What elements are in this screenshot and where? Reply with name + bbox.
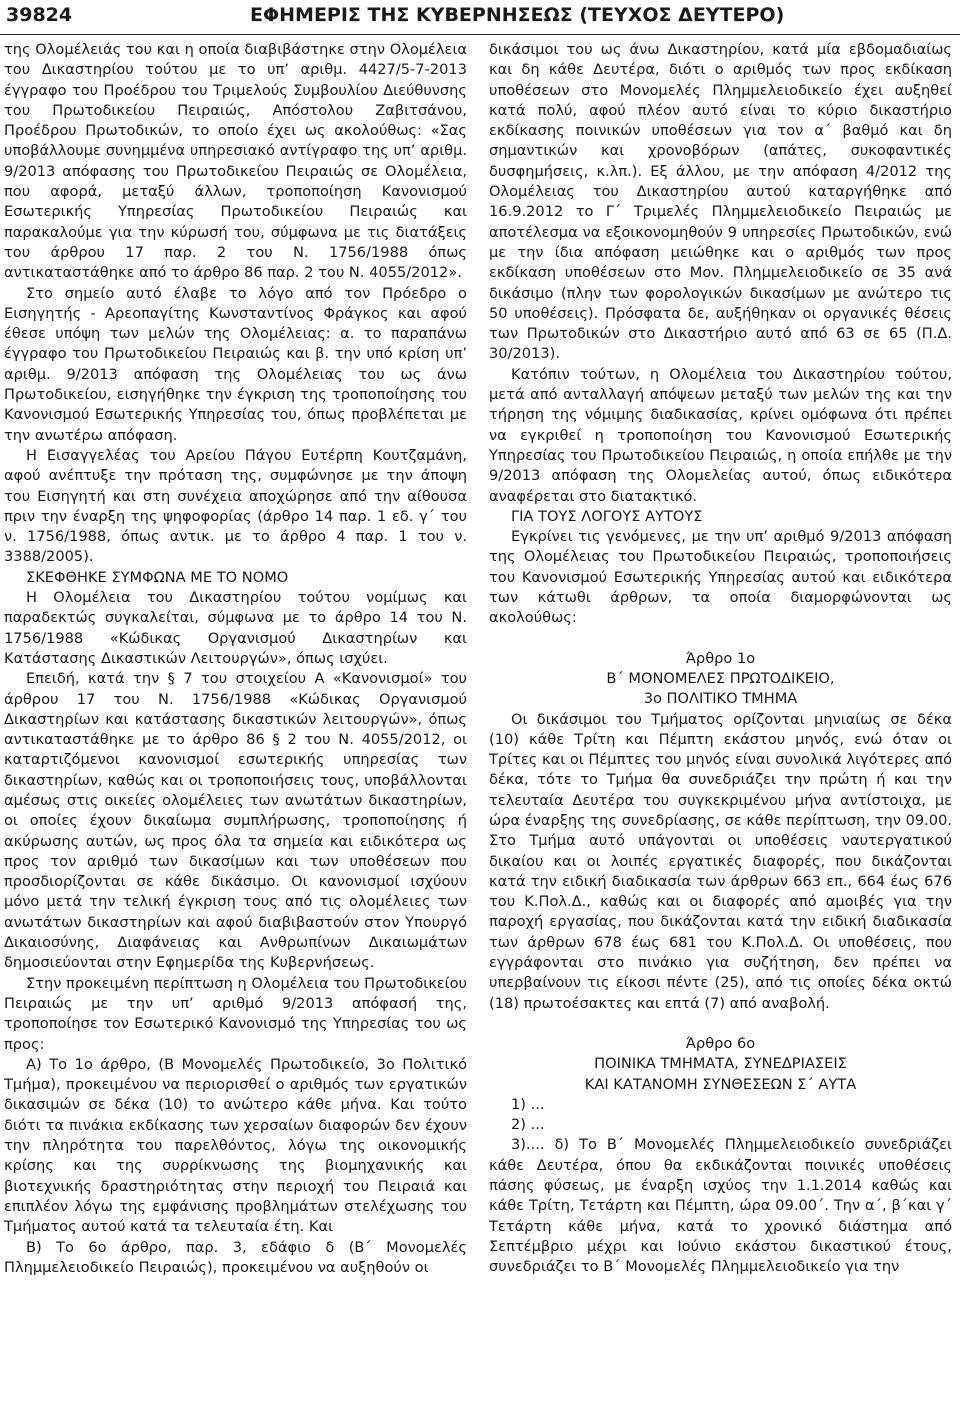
paragraph: της Ολομέλειάς του και η οποία διαβιβάστηκε στην Ολομέλεια του Δικαστηρίου τούτου με το υπ’ αριθμ. 4427/5-7-2013 έγγραφο του Προέδρου του Τριμελούς Συμβουλίου Διεύθυνσης του Πρωτοδικείου Πειραιώς, Απόστολου Ζαβιτσάνου, Προέδρου Πρωτοδικών, το οποίο έχει ως ακολούθως: «Σας υποβάλλουμε συνημμένα υπηρεσιακό αντίγραφο της υπ’ αριθμ. 9/2013 απόφασης του Πρωτοδικείου Πειραιώς σε Ολομέλεια, που αφορά, μεταξύ άλλων, τροποποίηση Κανονισμού Εσωτερικής Υπηρεσίας Πρωτοδικείου Πειραιώς και παρακαλούμε για την κύρωσή του, σύμφωνα με τις διατάξεις του άρθρου 17 παρ. 2 του Ν. 1756/1988 όπως αντικαταστάθηκε από το άρθρο 86 παρ. 2 του Ν. 4055/2012». xyxy=(4,41,467,282)
list-item: 1) ... xyxy=(511,1095,545,1113)
paragraph: Α) Το 1ο άρθρο, (Β Μονομελές Πρωτοδικείο, 3ο Πολιτικό Τμήμα), προκειμένου να περιορισθεί ο αριθμός των εργατικών δικασιμών σε δέκα (10) το ανώτερο κάθε μήνα. Και τούτο διότι τα πινάκια εκδίκασης των χερσαίων διαφορών δεν έχουν την πληρότητα του παρελθόντος, λόγω της οικονομικής κρίσης και της συρρίκνωσης της βιομηχανικής και βιοτεχνικής δραστηριότητας στην περιοχή του Πειραιά και επιπλέον λόγω της εμφάνισης προβλημάτων στελέχωσης του Τμήματος αυτού κατά τα τελευταία έτη. Και xyxy=(4,1055,467,1236)
paragraph: Εγκρίνει τις γενόμενες, με την υπ’ αριθμό 9/2013 απόφαση της Ολομέλειας του Πρωτοδικείου Πειραιώς, τροποποιήσεις του Κανονισμού Εσωτερικής Υπηρεσίας αυτού και ειδικότερα των κάτωθι άρθρων, τα οποία διαμορφώνονται ως ακολούθως: xyxy=(489,528,952,627)
article-subtitle: 3ο ΠΟΛΙΤΙΚΟ ΤΜΗΜΑ xyxy=(643,690,798,708)
list-item: 2) ... xyxy=(511,1116,545,1134)
article-title: Άρθρο 1ο xyxy=(685,649,756,667)
right-column xyxy=(489,40,952,1420)
gazette-title: ΕΦΗΜΕΡΙΣ ΤΗΣ ΚΥΒΕΡΝΗΣΕΩΣ (ΤΕΥΧΟΣ ΔΕΥΤΕΡΟ) xyxy=(250,4,785,26)
paragraph: δικάσιμοι του ως άνω Δικαστηρίου, κατά μία εβδομαδιαίως και δη κάθε Δευτέρα, διότι ο αριθμός των προς εκδίκαση υποθέσεων στο Μονομελές Πλημμελειοδικείο έχει αυξηθεί κατά πολύ, αφού πλέον αυτό είναι το κύριο δικαστήριο εκδίκασης ποινικών υποθέσεων για τον α΄ βαθμό και δη σημαντικών και χρονοβόρων (απάτες, συκοφαντικές δυσφημήσεις, κ.λπ.). Εξ άλλου, με την απόφαση 4/2012 της Ολομέλειας του Δικαστηρίου αυτού καταργήθηκε από 16.9.2012 το Γ΄ Τριμελές Πλημμελειοδικείο Πειραιώς με αποτέλεσμα να εξοικονομηθούν 9 υπηρεσίες Πρωτοδικών, ενώ με την ίδια απόφαση μειώθηκε και ο αριθμός των προς εκδίκαση υποθέσεων στο Μον. Πλημμελειοδικείο σε 35 ανά δικάσιμο (πλην των φορολογικών δικασίμων με ανώτερο τις 50 υποθέσεις). Πρόσφατα δε, αυξήθηκαν οι οργανικές θέσεις των Πρωτοδικών στο Δικαστήριο αυτό από 63 σε 65 (Π.Δ. 30/2013). xyxy=(489,41,952,363)
section-heading: ΓΙΑ ΤΟΥΣ ΛΟΓΟΥΣ ΑΥΤΟΥΣ xyxy=(511,507,703,525)
article-subtitle: Β΄ ΜΟΝΟΜΕΛΕΣ ΠΡΩΤΟΔΙΚΕΙΟ, xyxy=(606,669,835,687)
paragraph: Στην προκειμένη περίπτωση η Ολομέλεια του Πρωτοδικείου Πειραιώς με την υπ’ αριθμό 9/2013 απόφασή της, τροποποίησε τον Εσωτερικό Κανονισμό της Υπηρεσίας του ως προς: xyxy=(4,974,467,1053)
paragraph: Επειδή, κατά την § 7 του στοιχείου Α «Κανονισμοί» του άρθρου 17 του Ν. 1756/1988 «Κώδικας Οργανισμού Δικαστηρίων και κατάστασης δικαστικών λειτουργών», όπως αντικαταστάθηκε με το άρθρο 86 § 2 του Ν. 4055/2012, οι καταρτιζόμενοι κανονισμοί εσωτερικής υπηρεσίας των δικαστηρίων, καθώς και οι τροποποιήσεις τους, υποβάλλονται αμέσως στις οικείες ολομέλειες των ανωτάτων δικαστηρίων, οι οποίες έχουν δικαίωμα συμπλήρωσης, τροποποίησης ή ακύρωσης αυτών, ως προς όλα τα σημεία και ειδικότερα ως προς τον αριθμό των δικασίμων και των υποθέσεων που προσδιορίζονται σε κάθε δικάσιμο. Οι κανονισμοί ισχύουν μόνο μετά την τελική έγκριση τους από τις ολομέλειες των ανωτάτων δικαστηρίων και αφού διαβιβαστούν στον Υπουργό Δικαιοσύνης, Διαφάνειας και Ανθρωπίνων Δικαιωμάτων δημοσιεύονται στην Εφημερίδα της Κυβερνήσεως. xyxy=(4,670,467,972)
paragraph: Η Εισαγγελέας του Αρείου Πάγου Ευτέρπη Κουτζαμάνη, αφού ανέπτυξε την πρόταση της, συμφώνησε με την άποψη του Εισηγητή και στη συνέχεια αποχώρησε από την αίθουσα πριν την έναρξη της ψηφοφορίας (άρθρο 14 παρ. 1 εδ. γ΄ του ν. 1756/1988, όπως αντικ. με το άρθρο 4 παρ. 1 του ν. 3388/2005). xyxy=(4,446,467,566)
paragraph: 3).... δ) Το Β΄ Μονομελές Πλημμελειοδικείο συνεδριάζει κάθε Δευτέρα, όπου θα εκδικάζονται ποινικές υποθέσεις πάσης φύσεως, με έναρξη ισχύος την 1.1.2014 καθώς και κάθε Τρίτη, Τετάρτη και Πέμπτη, ώρα 09.00΄. Την α΄, β΄και γ΄ Τετάρτη κάθε μήνα, κατά το χρονικό διάστημα από Σεπτέμβριο μέχρι και Ιούνιο εκάστου δικαστικού έτους, συνεδριάζει το Β΄ Μονομελές Πλημμελειοδικείο για την xyxy=(489,1136,952,1276)
article-subtitle: ΚΑΙ ΚΑΤΑΝΟΜΗ ΣΥΝΘΕΣΕΩΝ Σ΄ ΑΥΤΑ xyxy=(584,1075,857,1093)
paragraph: Οι δικάσιμοι του Τμήματος ορίζονται μηνιαίως σε δέκα (10) κάθε Τρίτη και Πέμπτη εκάστου μηνός, ενώ όταν οι Τρίτες και οι Πέμπτες του μηνός είναι συνολικά λιγότερες από δέκα, τότε το Τμήμα θα συνεδριάζει την πρώτη ή και την τελευταία Δευτέρα του συγκεκριμένου μήνα αντίστοιχα, με ώρα έναρξης της συνεδρίασης, σε κάθε περίπτωση, την 09.00. Στο Τμήμα αυτό υπάγονται οι υποθέσεις ναυτεργατικού δικαίου και οι λοιπές εργατικές διαφορές, που δικάζονται κατά την ειδική διαδικασία των άρθρων 663 επ., 664 έως 676 του Κ.Πολ.Δ., καθώς και οι διαφορές από αμοιβές για την παροχή εργασίας, που δικάζονται κατά την ειδική διαδικασία των άρθρων 678 έως 681 του Κ.Πολ.Δ. Οι υποθέσεις, που εγγράφονται στο πινάκιο για συζήτηση, δεν πρέπει να υπερβαίνουν τις είκοσι πέντε (25), από τις οποίες δέκα οκτώ (18) πρωτοέσακτες και επτά (7) από αναβολή. xyxy=(489,710,952,1012)
article-subtitle: ΠΟΙΝΙΚΑ ΤΜΗΜΑΤΑ, ΣΥΝΕΔΡΙΑΣΕΙΣ xyxy=(594,1055,847,1073)
paragraph: Β) Το 6ο άρθρο, παρ. 3, εδάφιο δ (Β΄ Μονομελές Πλημμελειοδικείο Πειραιώς), προκειμένου να αυξηθούν οι xyxy=(4,1238,467,1276)
paragraph: Στο σημείο αυτό έλαβε το λόγο από τον Πρόεδρο ο Εισηγητής - Αρεοπαγίτης Κωνσταντίνος Φράγκος και αφού έθεσε υπόψη των μελών της Ολομέλειας: α. το παραπάνω έγγραφο του Πρωτοδικείου Πειραιώς και β. την υπό κρίση υπ’ αριθμ. 9/2013 απόφαση της Ολομέλειας του ως άνω Πρωτοδικείου, εισηγήθηκε την έγκριση της τροποποίησης του Κανονισμού Εσωτερικής Υπηρεσίας του, όπως προβλέπεται με την ανωτέρω απόφαση. xyxy=(4,284,467,444)
section-heading: ΣΚΕΦΘΗΚΕ ΣΥΜΦΩΝΑ ΜΕ ΤΟ ΝΟΜΟ xyxy=(26,568,289,586)
page-header xyxy=(0,0,960,35)
page-number: 39824 xyxy=(6,4,73,26)
article-title: Άρθρο 6ο xyxy=(685,1034,756,1052)
paragraph: Κατόπιν τούτων, η Ολομέλεια του Δικαστηρίου τούτου, μετά από ανταλλαγή απόψεων μεταξύ των μελών της και την τήρηση της νόμιμης διαδικασίας, κρίνει ομόφωνα ότι πρέπει να εγκριθεί η τροποποίηση του Κανονισμού Εσωτερικής Υπηρεσίας του Πρωτοδικείου Πειραιώς, η οποία επήλθε με την 9/2013 απόφαση της Ολομελείας αυτού, όπως ειδικότερα αναφέρεται στο διατακτικό. xyxy=(489,365,952,505)
paragraph: Η Ολομέλεια του Δικαστηρίου τούτου νομίμως και παραδεκτώς συγκαλείται, σύμφωνα με το άρθρο 14 του Ν. 1756/1988 «Κώδικας Οργανισμού Δικαστηρίων και Κατάστασης Δικαστικών Λειτουργών», όπως ισχύει. xyxy=(4,589,467,667)
left-column xyxy=(4,40,467,1420)
